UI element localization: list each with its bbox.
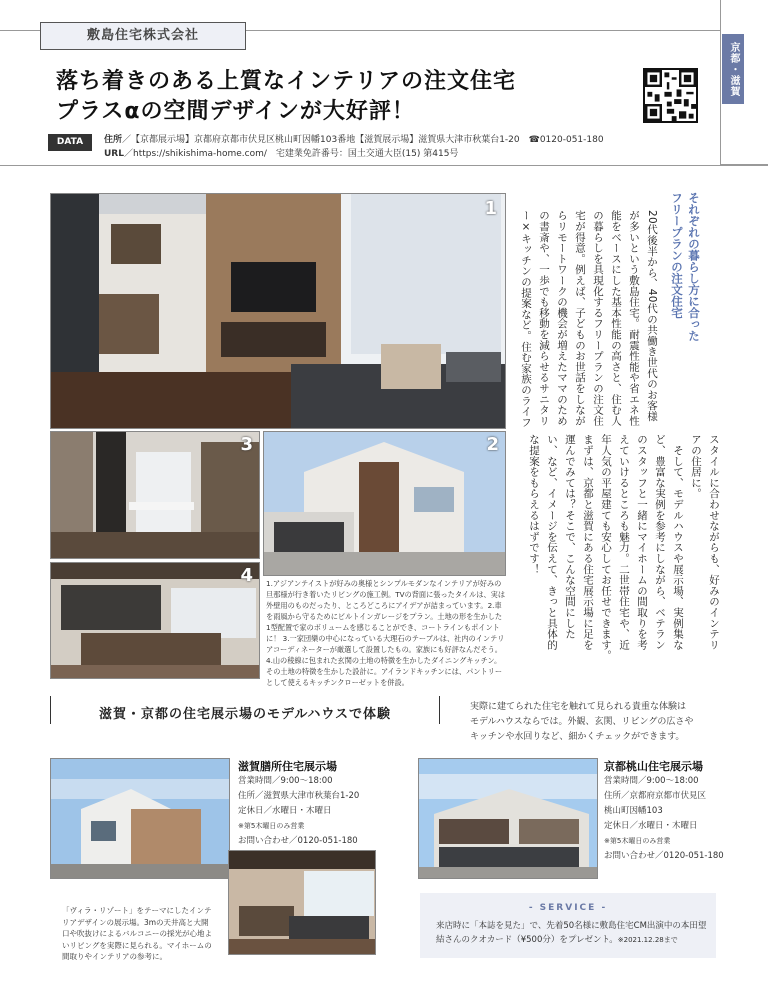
article-line: らリモートワークの機会が増えたママのため bbox=[556, 210, 568, 426]
qr-code-pattern bbox=[645, 70, 696, 121]
kyoto-hours: 営業時間／9:00～18:00 bbox=[604, 776, 699, 786]
headline-line-2: プラスαの空間デザインが大好評！ bbox=[56, 99, 415, 124]
exterior-illustration bbox=[264, 432, 506, 576]
region-tab: 京都・滋賀 bbox=[722, 34, 744, 104]
service-text bbox=[436, 919, 708, 947]
article-heading-2: フリープランの注文住宅 bbox=[670, 192, 684, 319]
article-line: えていけるところも魅力。二世帯住宅や、近 bbox=[618, 434, 630, 650]
showroom-intro-line: キッチンや水回りなど、細かくチェックができます。 bbox=[470, 732, 685, 742]
address-label: 住所 bbox=[104, 135, 123, 145]
photo-dining bbox=[50, 431, 260, 559]
kyoto-note: ※第5木曜日のみ営業 bbox=[604, 837, 671, 845]
article-line: が多いという敷島住宅。耐震性能や省エネ性 bbox=[628, 210, 640, 426]
shiga-address: 住所／滋賀県大津市秋葉台1-20 bbox=[238, 791, 360, 801]
article-line: スタイルに合わせながらも、好みのインテリ bbox=[708, 434, 720, 650]
article-line: の暮らしを具現化するフリープランの注文住 bbox=[592, 210, 604, 426]
kyoto-contact: お問い合わせ／0120-051-180 bbox=[604, 851, 724, 861]
photo-exterior bbox=[263, 431, 506, 576]
kitchen-illustration bbox=[51, 563, 260, 679]
address-text: ／【京都展示場】京都府京都市伏見区桃山町因幡103番地【滋賀展示場】滋賀県大津市秋葉台1-20 ☎0120-051-180 bbox=[122, 135, 604, 145]
kyoto-address-1: 住所／京都府京都市伏見区 bbox=[604, 791, 707, 801]
shiga-exterior-illustration bbox=[51, 759, 230, 879]
article-line: 能をベースにした基本性能の高さと、住む人 bbox=[610, 210, 622, 426]
article-line: のスタッフと一緒にマイホームの間取りを考 bbox=[636, 434, 648, 650]
address-line bbox=[104, 132, 604, 145]
company-name: 敷島住宅株式会社 bbox=[40, 22, 246, 50]
url-line bbox=[104, 146, 458, 159]
shiga-interior-illustration bbox=[229, 851, 376, 955]
dining-illustration bbox=[51, 432, 260, 559]
article-line: 運んでみては？そこで、こんな空間にした bbox=[564, 434, 576, 640]
url-label: URL bbox=[104, 149, 124, 159]
shiga-holiday: 定休日／水曜日・木曜日 bbox=[238, 806, 332, 816]
article-line: アの住居に。 bbox=[690, 434, 702, 499]
service-body: 来店時に「本誌を見た」で、先着50名様に敷島住宅CM出演中の本田望結さんのクオカード（¥500分）をプレゼント。 bbox=[436, 921, 707, 945]
service-label: - SERVICE - bbox=[528, 903, 608, 913]
photo-number-1: 1 bbox=[484, 198, 497, 219]
showroom-intro-line: モデルハウスならでは。外観、玄関、リビングの広さや bbox=[470, 717, 694, 727]
article-body-bottom bbox=[512, 434, 722, 664]
photo-shiga-interior bbox=[228, 850, 376, 955]
data-label: DATA bbox=[48, 134, 92, 151]
showroom-title: 滋賀・京都の住宅展示場のモデルハウスで体験 bbox=[98, 707, 392, 722]
header-bottom-rule bbox=[0, 165, 768, 166]
article-heading-1: それぞれの暮らし方に合った bbox=[687, 192, 701, 342]
shiga-info bbox=[238, 758, 408, 858]
shiga-hours: 営業時間／9:00～18:00 bbox=[238, 776, 333, 786]
article-line: まずは、京都と滋賀にある住宅展示場に足を bbox=[582, 434, 594, 650]
kyoto-title: 京都桃山住宅展示場 bbox=[604, 760, 703, 773]
shiga-title: 滋賀膳所住宅展示場 bbox=[238, 760, 337, 773]
kyoto-address-2: 桃山町因幡103 bbox=[604, 806, 663, 816]
photo-number-2: 2 bbox=[486, 434, 499, 455]
qr-code[interactable] bbox=[643, 68, 698, 123]
headline-line-1: 落ち着きのある上質なインテリアの注文住宅 bbox=[56, 69, 517, 94]
url-text[interactable]: ／https://shikishima-home.com/ 宅建業免許番号：国土交通大臣(15) 第415号 bbox=[123, 149, 459, 159]
photo-living-room bbox=[50, 193, 506, 429]
article-line: そして、モデルハウスや展示場、実例集な bbox=[672, 434, 684, 650]
service-note: ※2021.12.28まで bbox=[617, 936, 678, 944]
article-line: 年人気の平屋建ても安心してお任せできます。 bbox=[600, 434, 612, 661]
living-room-illustration bbox=[51, 194, 506, 429]
shiga-contact: お問い合わせ／0120-051-180 bbox=[238, 836, 358, 846]
photo-number-3: 3 bbox=[240, 434, 253, 455]
showroom-intro-line: 実際に建てられた住宅を触れて見られる貴重な体験は bbox=[470, 702, 687, 712]
kyoto-exterior-illustration bbox=[419, 759, 598, 879]
article-line: 20代後半から、40代の共働き世代のお客様 bbox=[646, 210, 658, 422]
article-line: い、など、イメージを伝えて、きっと具体的 bbox=[546, 434, 558, 650]
photo-number-4: 4 bbox=[240, 565, 253, 586]
shiga-note: ※第5木曜日のみ営業 bbox=[238, 822, 305, 830]
article-line: ー×キッチンの提案など。住む家族のライフ bbox=[520, 210, 532, 428]
photo-kitchen bbox=[50, 562, 260, 679]
showroom-intro bbox=[470, 700, 693, 745]
article-line: な提案をもらえるはずです！ bbox=[528, 434, 540, 575]
kyoto-holiday: 定休日／水曜日・木曜日 bbox=[604, 821, 698, 831]
article-body-top bbox=[515, 210, 660, 430]
photo-shiga-exterior bbox=[50, 758, 230, 879]
photo-caption: 1.アジアンテイストが好みの奥様とシンプルモダンなインテリアが好みの旦那様が行き着いたリビングの施工例。TVの背面に張ったタイルは、実は外壁用のものだったり、ところどころにアイデアが詰まっています。2.車を雨風から守るためにビルトインガレージをプラン。土地の形を生かした1型配置で家のボリュームを感じることができ、コートラインもポイントに！ 3.一家団欒の中心になっている大理石のテーブルは、社内のインテリアコーディネーターが厳選して設置したもの。家族にも好評なんだそう。4.山の稜線に包まれた玄関の土地の特徴を生かしたダイニングキッチン。その土地の特徴を生かした設計に。アイランドキッチンには、パントリーとして使えるキッチンクローゼットを併設。 bbox=[266, 579, 506, 687]
article-line: ど、豊富な実例を参考にしながら、ベテラン bbox=[654, 434, 666, 650]
article-line: 宅が得意。例えば、子どものお世話をしなが bbox=[574, 210, 586, 426]
article-line: の書斎や、一歩でも移動を減らせるサニタリ bbox=[538, 210, 550, 426]
photo-kyoto-exterior bbox=[418, 758, 598, 879]
shiga-caption: 「ヴィラ・リゾート」をテーマにしたインテリアデザインの展示場。3mの天井高と大開口や吹抜けによるバルコニーの採光が心地よいリビングを実際に見られる。マイホームの間取りやインテリアの参考に。 bbox=[62, 906, 212, 961]
kyoto-info bbox=[604, 758, 768, 861]
